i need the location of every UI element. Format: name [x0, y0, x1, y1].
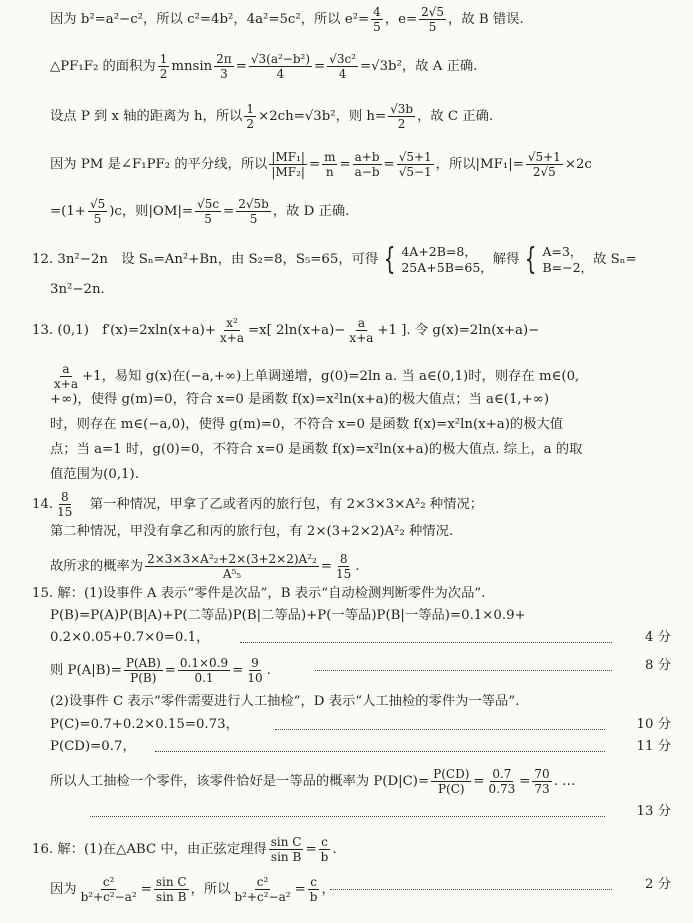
text-run: .: [332, 841, 337, 857]
fraction: [388, 102, 415, 131]
fraction: [52, 362, 80, 391]
text-line: [0, 465, 693, 485]
text-run: . …: [553, 773, 576, 789]
text-run: 12. 3n²−2n 设 Sₙ=An²+Bn，由 S₂=8，S₅=65，可得: [32, 252, 379, 267]
numerator: √3b: [390, 102, 414, 116]
fraction: [487, 767, 518, 796]
text-run: =: [294, 881, 306, 897]
text-line: [0, 244, 693, 276]
text-line: [0, 440, 693, 460]
denominator: x+a: [54, 377, 78, 391]
numerator: c: [310, 875, 317, 889]
denominator: b²+c²−a²: [80, 890, 137, 904]
numerator: 0.1×0.9: [179, 656, 229, 670]
fraction: [353, 150, 382, 179]
text-run: (2)设事件 C 表示“零件需要进行人工抽检”，D 表示“人工抽检的零件为一等品”.: [50, 694, 520, 709]
text-run: ，所以: [190, 881, 231, 897]
text-run: =: [320, 558, 332, 574]
text-line: [0, 737, 693, 757]
score-label: 10 分: [636, 717, 671, 732]
denominator: b: [309, 890, 318, 904]
text-line: [0, 362, 693, 391]
text-line: [0, 197, 693, 226]
numerator: P(AB): [125, 656, 161, 670]
numerator: sin C: [270, 835, 302, 849]
brace-symbol: {: [384, 242, 396, 277]
denominator: sin B: [156, 890, 187, 904]
text-run: ，故 D 正确.: [272, 203, 350, 219]
fraction: [322, 150, 337, 179]
fraction: [327, 52, 358, 81]
fraction: [195, 197, 221, 226]
text-run: =: [164, 662, 176, 678]
text-run: ×2c: [564, 156, 592, 172]
text-line: [0, 606, 693, 626]
score-label: 2 分: [645, 877, 671, 892]
text-run: )c，则|OM|=: [109, 203, 194, 219]
denominator: 15: [57, 505, 73, 519]
equation: A=3，: [542, 244, 583, 259]
denominator: x+a: [220, 331, 244, 345]
numerator: m: [324, 150, 336, 164]
text-line: [0, 767, 693, 796]
numerator: 1: [246, 102, 255, 116]
numerator: a: [357, 316, 365, 330]
text-line: [0, 490, 693, 519]
numerator: sin C: [155, 875, 187, 889]
fraction: [145, 552, 319, 581]
text-run: 0.2×0.05+0.7×0=0.1，: [50, 630, 210, 645]
numerator: 2×3×3×A²₂+2×(3+2×2)A²₂: [147, 552, 317, 566]
score-label: 13 分: [636, 804, 671, 819]
denominator: n: [325, 165, 334, 179]
fraction: [154, 875, 189, 904]
text-line: [0, 150, 693, 179]
score-label: 11 分: [636, 739, 671, 754]
denominator: x+a: [349, 331, 374, 345]
text-run: 第二种情况，甲没有拿乙和丙的旅行包，有 2×(3+2×2)A²₂ 种情况.: [50, 524, 454, 539]
brace-symbol: {: [525, 242, 537, 277]
text-run: 因为 PM 是∠F₁PF₂ 的平分线，所以: [50, 156, 268, 172]
numerator: 1: [159, 52, 168, 66]
text-run: +1 ]. 令 g(x)=2ln(x+a)−: [377, 322, 540, 338]
numerator: P(CD): [433, 767, 470, 781]
denominator: 5: [204, 212, 212, 226]
text-run: mnsin: [171, 58, 213, 74]
fraction: [397, 150, 434, 179]
text-run: =: [305, 841, 317, 857]
text-run: 16. 解：(1)在△ABC 中，由正弦定理得: [32, 841, 267, 857]
denominator: 5: [249, 212, 258, 226]
leader-dots: [330, 889, 612, 890]
text-run: 因为: [50, 881, 77, 897]
denominator: sin B: [270, 850, 302, 864]
fraction: [79, 875, 139, 904]
equation-system: [401, 244, 492, 276]
fraction: [244, 102, 256, 131]
text-run: 14.: [32, 496, 54, 512]
denominator: 0.1: [194, 671, 214, 685]
equation-system: [542, 244, 593, 276]
denominator: 4: [276, 67, 285, 81]
denominator: b²+c²−a²: [234, 890, 291, 904]
text-line: [0, 552, 693, 581]
text-line: [0, 584, 693, 604]
fraction: [236, 197, 271, 226]
numerator: √3c²: [329, 52, 356, 66]
text-run: 设点 P 到 x 轴的距离为 h，所以: [50, 108, 243, 124]
text-run: 时，则存在 m∈(−a,0)，使得 g(m)=0，不符合 x=0 是函数 f(x)=x²ln(x+a)的极大值: [50, 417, 564, 432]
fraction: [269, 150, 307, 179]
text-line: [0, 835, 693, 864]
text-run: 解得: [492, 252, 520, 267]
text-run: =: [140, 881, 152, 897]
text-run: =: [232, 662, 244, 678]
numerator: 8: [60, 490, 69, 504]
text-run: 因为 b²=a²−c²，所以 c²=4b²，4a²=5c²，所以 e²=: [50, 11, 370, 27]
fraction: [245, 656, 264, 685]
text-run: =: [339, 156, 351, 172]
text-run: +1，易知 g(x)在(−a,+∞)上单调递增，g(0)=2ln a. 当 a∈(0,1)时，则存在 m∈(0,: [81, 368, 580, 384]
text-run: 13. (0,1) f′(x)=2xln(x+a)+: [32, 322, 217, 338]
score-label: 8 分: [645, 658, 671, 673]
text-run: P(C)=0.7+0.2×0.15=0.73，: [50, 717, 239, 732]
fraction: [308, 875, 320, 904]
fraction: [347, 316, 375, 345]
denominator: 3: [220, 67, 228, 81]
numerator: 2√5b: [238, 197, 269, 211]
text-line: [0, 102, 693, 131]
equation: 4A+2B=8，: [401, 244, 477, 259]
denominator: 5: [373, 20, 381, 34]
text-line: [0, 52, 693, 81]
leader-dots: [275, 729, 605, 730]
leader-dots: [240, 642, 612, 643]
text-line: [0, 628, 693, 648]
numerator: c: [321, 835, 328, 849]
fraction: [55, 490, 74, 519]
text-run: 所以人工抽检一个零件，该零件恰好是一等品的概率为 P(D|C)=: [50, 773, 430, 789]
fraction: [526, 150, 563, 179]
fraction: [269, 835, 304, 864]
denominator: √5−1: [398, 165, 432, 179]
text-run: =x[ 2ln(x+a)−: [248, 322, 346, 338]
denominator: 73: [534, 782, 550, 796]
denominator: 2: [159, 67, 168, 81]
text-line: [0, 522, 693, 542]
leader-dots: [90, 816, 605, 817]
text-run: =: [235, 58, 247, 74]
equation: 25A+5B=65，: [401, 260, 493, 275]
text-run: ，: [321, 881, 335, 897]
text-line: [0, 280, 693, 300]
text-run: ，e=: [384, 11, 418, 27]
numerator: a+b: [354, 150, 380, 164]
text-run: =√3b²，故 A 正确.: [359, 58, 478, 74]
denominator: 15: [336, 567, 352, 581]
denominator: |MF₂|: [271, 165, 305, 179]
text-run: 3n²−2n.: [50, 282, 105, 297]
text-run: ×2ch=√3b²，则 h=: [258, 108, 387, 124]
text-run: 值范围为(0,1).: [50, 467, 139, 482]
text-run: 故所求的概率为: [50, 558, 144, 574]
numerator: |MF₁|: [271, 150, 305, 164]
text-run: 故 Sₙ=: [593, 252, 637, 267]
text-line: [0, 5, 693, 34]
denominator: 10: [247, 671, 263, 685]
leader-dots: [315, 670, 612, 671]
denominator: b: [320, 850, 329, 864]
denominator: P(B): [130, 671, 157, 685]
text-run: =: [519, 773, 531, 789]
denominator: 5: [93, 212, 102, 226]
text-line: [0, 415, 693, 435]
text-line: [0, 692, 693, 712]
text-run: P(CD)=0.7，: [50, 739, 136, 754]
text-line: [0, 390, 693, 410]
text-run: P(B)=P(A)P(B|A)+P(二等品)P(B|二等品)+P(一等品)P(B|一等品)=0.1×0.9+: [50, 608, 526, 623]
text-run: △PF₁F₂ 的面积为: [50, 58, 156, 74]
denominator: a−b: [354, 165, 380, 179]
text-run: +∞)，使得 g(m)=0，符合 x=0 是函数 f(x)=x²ln(x+a)的极大值点；当 a∈(1,+∞): [50, 392, 550, 407]
text-run: =: [383, 156, 395, 172]
numerator: 0.7: [492, 767, 512, 781]
fraction: [249, 52, 312, 81]
numerator: √5: [89, 197, 106, 211]
text-run: 则 P(A|B)=: [50, 662, 122, 678]
numerator: a: [62, 362, 70, 376]
numerator: 9: [251, 656, 259, 670]
text-run: ，故 C 正确.: [417, 108, 494, 124]
denominator: 4: [338, 67, 347, 81]
numerator: x²: [226, 316, 238, 330]
denominator: 2√5: [532, 165, 556, 179]
text-run: =(1+: [50, 203, 86, 219]
text-line: [0, 316, 693, 345]
denominator: 0.73: [488, 782, 516, 796]
denominator: 2: [397, 117, 406, 131]
numerator: 70: [534, 767, 550, 781]
leader-dots: [155, 751, 605, 752]
denominator: A⁵₅: [222, 567, 242, 581]
fraction: [178, 656, 230, 685]
fraction: [124, 656, 163, 685]
numerator: √3(a²−b²): [250, 52, 311, 66]
text-run: 第一种情况，甲拿了乙或者丙的旅行包，有 2×3×3×A²₂ 种情况；: [76, 496, 484, 512]
text-run: =: [308, 156, 321, 172]
text-run: =: [314, 58, 326, 74]
equation: B=−2，: [542, 260, 594, 275]
text-run: 点；当 a=1 时，g(0)=0，不符合 x=0 是函数 f(x)=x²ln(x+a)的极大值点. 综上，a 的取: [50, 442, 583, 457]
text-run: 15. 解：(1)设事件 A 表示“零件是次品”，B 表示“自动检测判断零件为次品”.: [32, 586, 486, 601]
score-label: 4 分: [645, 630, 671, 645]
fraction: [371, 5, 383, 34]
numerator: 2π: [216, 52, 232, 66]
fraction: [431, 767, 471, 796]
text-run: ，所以|MF₁|=: [435, 156, 524, 172]
text-line: [0, 715, 693, 735]
fraction: [158, 52, 170, 81]
numerator: c²: [102, 875, 115, 889]
fraction: [218, 316, 246, 345]
text-run: ，故 B 错误.: [448, 11, 524, 27]
text-run: =: [223, 203, 235, 219]
denominator: P(C): [437, 782, 465, 796]
fraction: [319, 835, 331, 864]
fraction: [532, 767, 551, 796]
numerator: 8: [339, 552, 348, 566]
numerator: 2√5: [421, 5, 445, 19]
numerator: √5+1: [398, 150, 432, 164]
fraction: [88, 197, 107, 226]
numerator: √5+1: [527, 150, 561, 164]
fraction: [232, 875, 292, 904]
fraction: [419, 5, 446, 34]
denominator: 5: [428, 20, 437, 34]
text-run: =: [473, 773, 485, 789]
numerator: √5c: [197, 197, 220, 211]
text-run: .: [266, 662, 271, 678]
fraction: [214, 52, 234, 81]
denominator: 2: [246, 117, 255, 131]
numerator: c²: [256, 875, 269, 889]
fraction: [334, 552, 353, 581]
numerator: 4: [373, 5, 381, 19]
text-run: .: [355, 558, 360, 574]
